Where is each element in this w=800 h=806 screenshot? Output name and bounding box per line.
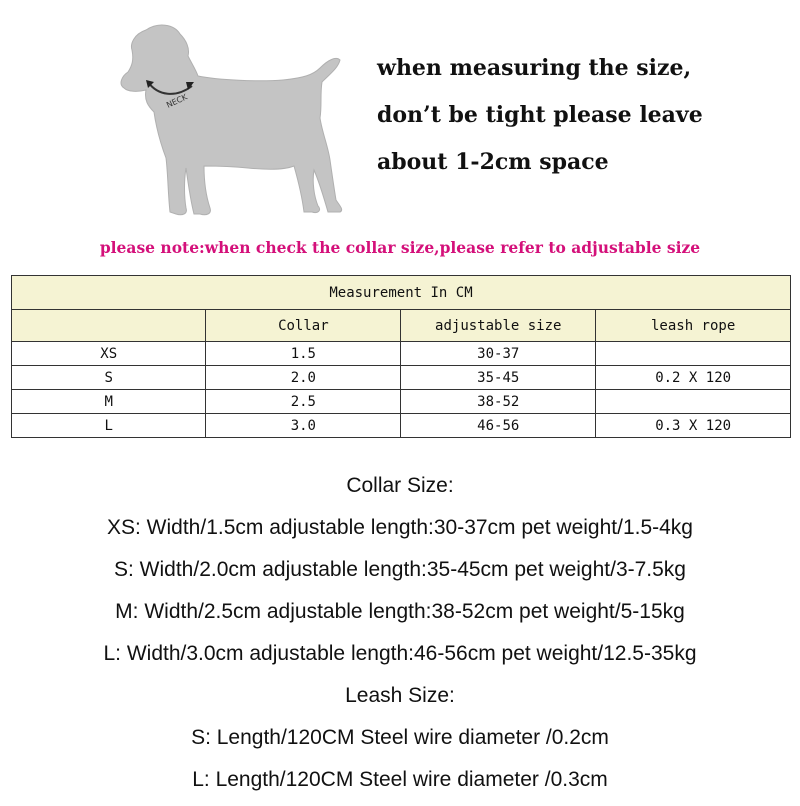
cell-collar: 1.5 bbox=[206, 342, 401, 366]
cell-adjustable-size: 46-56 bbox=[401, 414, 596, 438]
cell-size: S bbox=[12, 366, 206, 390]
collar-size-xs: XS: Width/1.5cm adjustable length:30-37cm pet weight/1.5-4kg bbox=[107, 516, 693, 539]
column-header-leash-rope: leash rope bbox=[596, 310, 791, 342]
instruction-line-3: about 1-2cm space bbox=[377, 149, 609, 175]
table-row bbox=[12, 366, 791, 390]
cell-adjustable-size: 35-45 bbox=[401, 366, 596, 390]
cell-adjustable-size: 30-37 bbox=[401, 342, 596, 366]
table-row bbox=[12, 342, 791, 366]
collar-size-s: S: Width/2.0cm adjustable length:35-45cm pet weight/3-7.5kg bbox=[114, 558, 686, 581]
leash-size-heading: Leash Size: bbox=[345, 684, 455, 707]
cell-size: L bbox=[12, 414, 206, 438]
leash-size-s: S: Length/120CM Steel wire diameter /0.2cm bbox=[191, 726, 609, 749]
neck-label: NECK bbox=[165, 92, 189, 110]
size-details bbox=[0, 470, 800, 806]
table-title: Measurement In CM bbox=[12, 276, 791, 310]
column-header-adjustable-size: adjustable size bbox=[401, 310, 596, 342]
collar-size-heading: Collar Size: bbox=[346, 474, 454, 497]
cell-collar: 2.0 bbox=[206, 366, 401, 390]
dog-neck-measurement-illustration bbox=[108, 20, 358, 230]
cell-size: M bbox=[12, 390, 206, 414]
table-row bbox=[12, 390, 791, 414]
cell-leash-rope: 0.3 X 120 bbox=[596, 414, 791, 438]
leash-size-l: L: Length/120CM Steel wire diameter /0.3cm bbox=[192, 768, 608, 791]
column-header-collar: Collar bbox=[206, 310, 401, 342]
cell-collar: 3.0 bbox=[206, 414, 401, 438]
measurement-table bbox=[11, 275, 791, 438]
cell-adjustable-size: 38-52 bbox=[401, 390, 596, 414]
cell-size: XS bbox=[12, 342, 206, 366]
collar-size-l: L: Width/3.0cm adjustable length:46-56cm pet weight/12.5-35kg bbox=[103, 642, 697, 665]
column-header-size bbox=[12, 310, 206, 342]
instruction-line-1: when measuring the size, bbox=[377, 55, 692, 81]
cell-leash-rope bbox=[596, 390, 791, 414]
collar-size-note: please note:when check the collar size,please refer to adjustable size bbox=[99, 238, 701, 257]
cell-leash-rope: 0.2 X 120 bbox=[596, 366, 791, 390]
table-row bbox=[12, 414, 791, 438]
collar-size-m: M: Width/2.5cm adjustable length:38-52cm pet weight/5-15kg bbox=[115, 600, 685, 623]
measuring-instructions bbox=[377, 52, 797, 193]
instruction-line-2: don’t be tight please leave bbox=[377, 102, 703, 128]
cell-leash-rope bbox=[596, 342, 791, 366]
cell-collar: 2.5 bbox=[206, 390, 401, 414]
